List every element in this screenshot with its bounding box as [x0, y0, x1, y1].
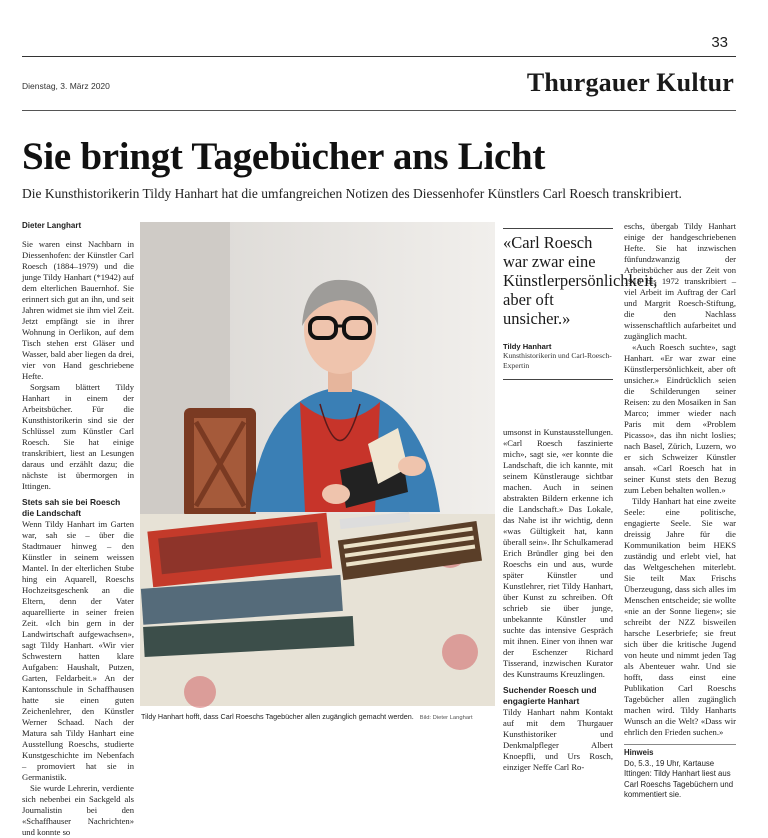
- pull-quote-text: «Carl Roesch war zwar eine Künstlerpersönlichkeit, aber oft unsicher.»: [503, 233, 658, 328]
- article-column-3: [503, 427, 613, 773]
- author-byline: Dieter Langhart: [22, 221, 82, 230]
- issue-date: Dienstag, 3. März 2020: [22, 81, 110, 91]
- event-note-heading: Hinweis: [624, 748, 654, 757]
- paragraph: Sorgsam blättert Tildy Hanhart in einem der Arbeitsbücher. Für die Kunsthistorikerin sind sie der Schlüssel zum Künstler Carl Roesch. Sie hat einige transkribiert, liest an Lesungen daraus und erzählt dazu; die nächste ist übermorgen in Ittingen.: [22, 382, 134, 491]
- photo-caption: [141, 712, 501, 721]
- subheading: Suchender Roesch und engagierte Hanhart: [503, 685, 597, 706]
- divider: [503, 379, 613, 380]
- paragraph: Tildy Hanhart nahm Kontakt auf mit dem Thurgauer Kunsthistoriker und Denkmalpfleger Albert Knoepfli, und Urs Rosch, einziger Neffe Carl Ro-: [503, 707, 613, 772]
- section-rule: [22, 110, 736, 111]
- lead: Die Kunsthistorikerin Tildy Hanhart hat die umfangreichen Notizen des Diessenhofer Künstlers Carl Roesch transkribiert.: [22, 186, 682, 201]
- article-photo: [140, 222, 495, 706]
- paragraph: Sie waren einst Nachbarn in Diessenhofen: der Künstler Carl Roesch (1884–1979) und die junge Tildy Hanhart (*1942) auf dem elterlichen Bauernhof. Sie erinnert sich gut an ihn, und seit Jahren widmet sie ihm viel Zeit. Jetzt empfängt sie in ihrer Wohnung in Oerlikon, auf dem Tisch stehen erst Gläser und Wasser, bald aber liegen da drei, vier von Hand geschriebene Hefte.: [22, 239, 134, 381]
- pull-quote-role: Kunsthistorikerin und Carl-Roesch-Expertin: [503, 351, 612, 370]
- paragraph: eschs, übergab Tildy Hanhart einige der handgeschriebenen Hefte. Sie hat inzwischen fünfundzwanzig der Arbeitsbücher aus der Zeit von 1918 bis 1972 transkribiert – viel Arbeit im Auftrag der Carl und Margrit Roesch-Stiftung, die den Nachlass wissenschaftlich aufarbeitet und zugänglich macht.: [624, 221, 736, 341]
- article-column-4: [624, 221, 736, 801]
- paragraph: umsonst in Kunstausstellungen. «Carl Roesch faszinierte mich», sagt sie, «er konnte die Landschaft, die ich kannte, mit seinem Künstlerauge sichtbar machen. Auch in seinen abstrakten Bildern erkenne ich die Landschaft.» Das Lokale, das Nahe ist ihr wichtig, denn «was Gültigkeit hat, kann überall sein». Ihr Schulkamerad Erich Bründler ging bei den Roeschs ein und aus, wurde später Künstler und Kunstlehrer, riet Tildy Hanhart, über Kunst zu schreiben. Oft schrieb sie über junge, unbekannte Künstler und suchte das intensive Gespräch mit ihnen. Einer von ihnen war der Eschenzer Richard Tisserand, inzwischen Kurator des Kunstraums Kreuzlingen.: [503, 427, 613, 679]
- paragraph: Wenn Tildy Hanhart im Garten war, sah sie – über die Stadtmauer hinweg – den Künstler in seinem weissen Mantel. In der elterlichen Stube hing ein Aquarell, Roeschs Hochzeitsgeschenk an die Eltern, denn der Vater aquarellierte in seiner freien Zeit. «Ich bin gern in der Landwirtschaft aufgewachsen», sagt Tildy Hanhart. «Wir vier Schwestern hatten klare Aufgaben: Haushalt, Putzen, Garten, Feldarbeit.» An der Kantonsschule in Schaffhausen hatte sie einen guten Zeichenlehrer, den Künstler Werner Schaad. Nach der Matura sah Tildy Hanhart eine Ausstellung Roeschs, studierte Kunstgeschichte im Nebenfach – promoviert hat sie in Germanistik.: [22, 519, 134, 782]
- page-number: 33: [711, 34, 728, 51]
- article-column-1: [22, 220, 134, 838]
- caption-text: Tildy Hanhart hofft, dass Carl Roeschs Tagebücher allen zugänglich gemacht werden.: [141, 712, 414, 721]
- paragraph: «Auch Roesch suchte», sagt Hanhart. «Er war zwar eine Künstlerpersönlichkeit, aber oft unsicher.» Eindrücklich seien die Schilderungen seiner Reisen: zu den Mosaiken in San Marco; immer wieder nach Paris mit dem «Problem Picasso», das ihn nicht loslies; nach Basel, Zürich, Luzern, wo er sich Schweizer Künstler ansah. «Carl Roesch hat in seiner Kunst stets den Bezug zum Leben behalten wollen.»: [624, 342, 736, 495]
- paragraph: Sie wurde Lehrerin, verdiente sich nebenbei ein Sackgeld als Journalistin bei den «Schaffhauser Nachrichten» und konnte so: [22, 783, 134, 837]
- divider: [503, 228, 613, 229]
- pull-quote: [503, 228, 658, 380]
- event-note: [624, 744, 736, 801]
- pull-quote-name: Tildy Hanhart: [503, 342, 552, 351]
- headline: Sie bringt Tagebücher ans Licht: [22, 135, 546, 178]
- photo-illustration: [140, 222, 495, 706]
- paragraph: Tildy Hanhart hat eine zweite Seele: eine politische, engagierte Seele. Sie war dreissig Jahre für die Kommunikation beim HEKS zuständig und erlebt viel, hat das Weltgeschehen miterlebt. Sie teilt Max Frischs Überzeugung, dass sich alles im Menschen entscheide; sie wollte «nie an der Sonne liegen»; sie schreibt der NZZ bisweilen harsche Leserbriefe; sie freut sich über die kritische Jugend von heute und nimmt jeden Tag als Abenteuer wahr. Und sie hofft, dass einst eine Publikation Carl Roeschs Tagebücher allen zugänglich machen wird. Tildy Hanharts Wunsch an die Welt? «Dass wir ehrlich den Frieden suchen.»: [624, 496, 736, 737]
- top-rule: [22, 56, 736, 57]
- subheading: Stets sah sie bei Roesch die Landschaft: [22, 497, 121, 518]
- section-title: Thurgauer Kultur: [526, 68, 734, 97]
- event-note-text: Do, 5.3., 19 Uhr, Kartause Ittingen: Tildy Hanhart liest aus Carl Roeschs Tagebüchern und kommentiert sie.: [624, 758, 734, 799]
- photo-credit: Bild: Dieter Langhart: [419, 715, 473, 721]
